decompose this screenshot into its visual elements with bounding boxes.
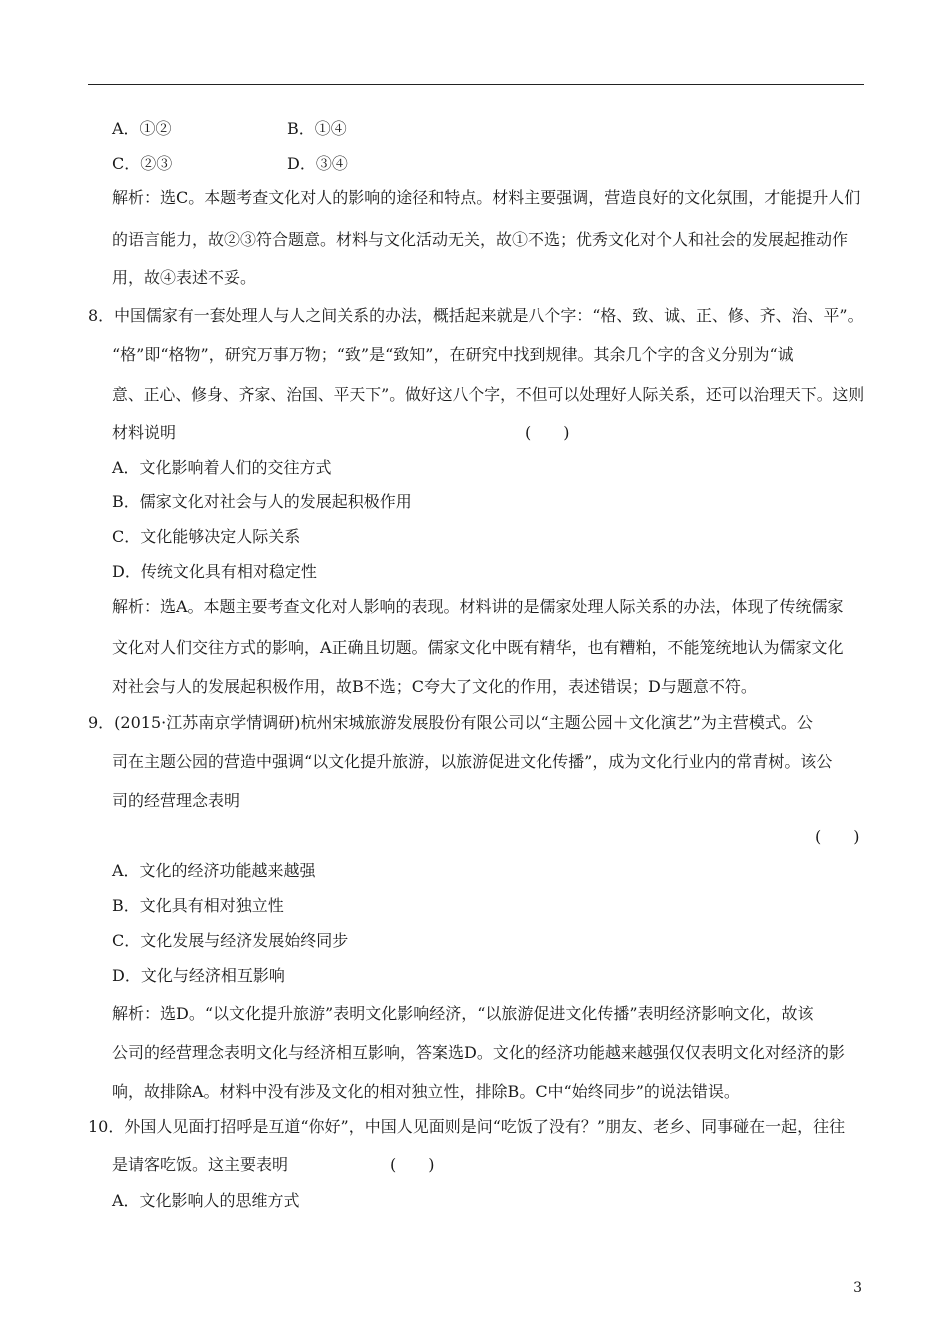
q7-option-c: C．②③ — [112, 154, 173, 173]
q7-option-d: D．③④ — [287, 154, 348, 173]
q10-answer-blank: ( ) — [390, 1155, 435, 1174]
q9-option: C．文化发展与经济发展始终同步 — [112, 931, 349, 950]
q8-stem-line: 材料说明 — [112, 423, 177, 442]
q7-option-b: B．①④ — [287, 119, 347, 138]
q9-stem-line: 9．(2015·江苏南京学情调研)杭州宋城旅游发展股份有限公司以“主题公园＋文化演艺”为主营模式。公 — [88, 713, 813, 732]
q8-stem-line: “格”即“格物”，研究万事万物；“致”是“致知”，在研究中找到规律。其余几个字的含义分别为“诚 — [112, 345, 794, 364]
q8-option: B．儒家文化对社会与人的发展起积极作用 — [112, 492, 412, 511]
q8-stem-line: 意、正心、修身、齐家、治国、平天下”。做好这八个字，不但可以处理好人际关系，还可以治理天下。这则 — [112, 385, 865, 404]
q9-stem-line: 司的经营理念表明 — [112, 791, 241, 810]
q9-analysis-line: 响，故排除A。材料中没有涉及文化的相对独立性，排除B。C中“始终同步”的说法错误。 — [112, 1082, 740, 1101]
q10-option: A．文化影响人的思维方式 — [112, 1191, 300, 1210]
q10-stem-line: 10．外国人见面打招呼是互道“你好”，中国人见面则是问“吃饭了没有？”朋友、老乡、同事碰在一起，往往 — [88, 1117, 846, 1136]
q7-analysis-line: 解析：选C。本题考查文化对人的影响的途径和特点。材料主要强调，营造良好的文化氛围，才能提升人们 — [112, 188, 861, 207]
q8-option: C．文化能够决定人际关系 — [112, 527, 301, 546]
q9-option: B．文化具有相对独立性 — [112, 896, 284, 915]
q8-analysis-line: 解析：选A。本题主要考查文化对人影响的表现。材料讲的是儒家处理人际关系的办法，体现了传统儒家 — [112, 597, 844, 616]
q8-option: A．文化影响着人们的交往方式 — [112, 458, 332, 477]
q7-analysis-line: 的语言能力，故②③符合题意。材料与文化活动无关，故①不选；优秀文化对个人和社会的发展起推动作 — [112, 230, 849, 249]
q8-analysis-line: 文化对人们交往方式的影响，A正确且切题。儒家文化中既有精华，也有糟粕，不能笼统地认为儒家文化 — [112, 638, 844, 657]
q7-option-a: A．①② — [112, 119, 172, 138]
page-number: 3 — [853, 1280, 862, 1296]
q9-answer-blank: ( ) — [815, 827, 860, 846]
q8-stem-line: 8．中国儒家有一套处理人与人之间关系的办法，概括起来就是八个字：“格、致、诚、正、修、齐、治、平”。 — [88, 306, 864, 325]
q9-stem-line: 司在主题公园的营造中强调“以文化提升旅游，以旅游促进文化传播”，成为文化行业内的常青树。该公 — [112, 752, 833, 771]
q8-option: D．传统文化具有相对稳定性 — [112, 562, 317, 581]
q9-analysis-line: 公司的经营理念表明文化与经济相互影响，答案选D。文化的经济功能越来越强仅仅表明文化对经济的影 — [112, 1043, 845, 1062]
q10-stem-line: 是请客吃饭。这主要表明 — [112, 1155, 289, 1174]
q9-option: D．文化与经济相互影响 — [112, 966, 285, 985]
header-rule — [88, 84, 864, 85]
q7-analysis-line: 用，故④表述不妥。 — [112, 268, 257, 287]
q9-analysis-line: 解析：选D。“以文化提升旅游”表明文化影响经济，“以旅游促进文化传播”表明经济影响文化，故该 — [112, 1004, 814, 1023]
q8-analysis-line: 对社会与人的发展起积极作用，故B不选；C夸大了文化的作用，表述错误；D与题意不符。 — [112, 677, 757, 696]
q8-answer-blank: ( ) — [525, 423, 570, 442]
q9-option: A．文化的经济功能越来越强 — [112, 861, 316, 880]
